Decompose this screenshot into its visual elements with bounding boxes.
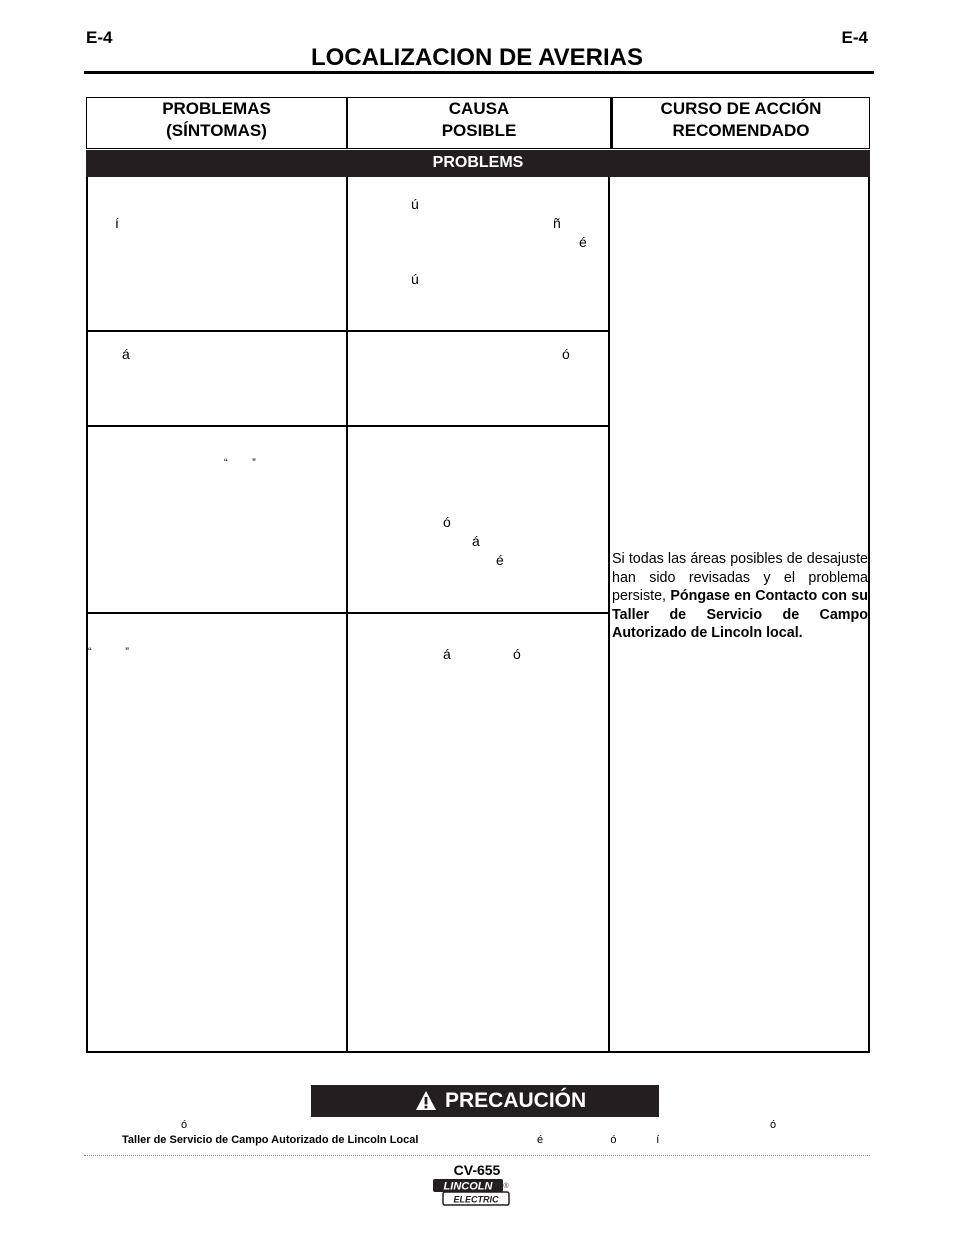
row1-problem-text: í — [115, 215, 119, 231]
warning-icon — [415, 1090, 437, 1111]
page-code-left: E-4 — [86, 28, 113, 47]
caution-banner — [311, 1085, 659, 1117]
column-divider — [608, 177, 610, 1053]
document-code: CV-655 — [453, 1162, 501, 1178]
row-divider — [86, 612, 609, 614]
row3-cause-text: á — [472, 533, 480, 549]
row4-problem-text: “ ” — [88, 646, 129, 658]
column-header-problems-line1: PROBLEMAS — [162, 99, 271, 118]
column-header-problems — [86, 97, 347, 149]
caution-text-fragment: é ó í — [537, 1134, 660, 1146]
logo-registered-mark: ® — [503, 1183, 509, 1190]
row1-cause-text: ñ — [553, 215, 561, 231]
caution-text-fragment: ó — [770, 1119, 777, 1131]
row2-problem-text: á — [122, 346, 130, 362]
row1-cause-text: é — [579, 234, 587, 250]
row-divider — [86, 330, 609, 332]
logo-top-text: LINCOLN — [443, 1180, 493, 1193]
column-header-action-line2: RECOMENDADO — [672, 121, 810, 140]
page-title: LOCALIZACION DE AVERIAS — [310, 44, 643, 71]
recommended-action — [612, 550, 868, 643]
recommended-action-text: Si todas las áreas posibles de desajuste han sido revisadas y el problema persiste, — [612, 551, 868, 605]
page-code-right: E-4 — [841, 28, 868, 47]
column-header-cause-line2: POSIBLE — [441, 121, 517, 140]
column-header-cause-line1: CAUSA — [448, 99, 510, 118]
row3-problem-text: “ ” — [224, 457, 256, 469]
section-band: PROBLEMS — [86, 150, 870, 177]
row4-cause-text: á ó — [443, 646, 521, 662]
caution-label: PRECAUCIÓN — [445, 1089, 587, 1112]
title-rule — [84, 71, 874, 74]
column-divider — [346, 177, 348, 1053]
column-header-action — [611, 97, 870, 149]
row2-cause-text: ó — [562, 346, 570, 362]
recommended-action-contact: Póngase en Contacto con su Taller de Servicio de Campo Autorizado de Lincoln local. — [612, 588, 868, 642]
logo-bottom-text: ELECTRIC — [453, 1194, 499, 1205]
column-header-problems-line2: (SÍNTOMAS) — [166, 121, 267, 140]
row3-cause-text: ó — [443, 514, 451, 530]
row3-cause-text: é — [496, 552, 504, 568]
caution-service-shop: Taller de Servicio de Campo Autorizado de Lincoln Local — [122, 1134, 419, 1146]
caution-text-fragment: ó — [181, 1119, 188, 1131]
footer-rule — [84, 1155, 870, 1156]
row1-cause-text: ú — [411, 271, 419, 287]
column-header-action-line1: CURSO DE ACCIÓN — [660, 99, 822, 118]
lincoln-electric-logo — [432, 1178, 512, 1208]
row-divider — [86, 425, 609, 427]
row1-cause-text: ú — [411, 196, 419, 212]
column-header-cause — [347, 97, 611, 149]
